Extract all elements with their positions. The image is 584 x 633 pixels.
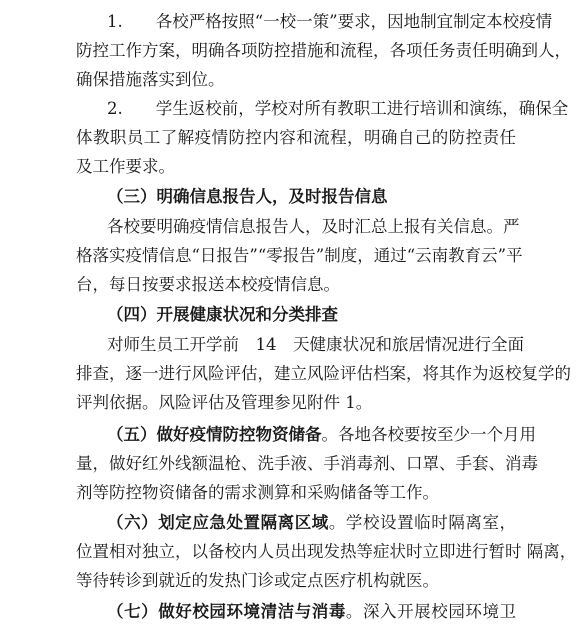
heading-text: （六）划定应急处置隔离区域	[107, 513, 329, 532]
text-line-6	[76, 156, 516, 178]
line-text: 1. 各校严格按照“一校一策”要求，因地制宜制定本校疫情	[107, 12, 553, 31]
line-text: 排查，逐一进行风险评估，建立风险评估档案，将其作为返校复学的	[76, 364, 571, 383]
line-text: 各校要明确疫情信息报告人，及时汇总上报有关信息。严	[107, 217, 520, 236]
line-text: 。学校设置临时隔离室，	[328, 513, 517, 532]
text-line-20	[76, 570, 516, 592]
text-line-12	[107, 334, 524, 356]
section-heading-5	[107, 424, 536, 446]
text-line-5	[76, 127, 516, 149]
line-text: 评判依据。风险评估及管理参见附件 1。	[76, 393, 373, 412]
line-text: 2. 学生返校前，学校对所有教职工进行培训和演练，确保全	[107, 99, 569, 118]
text-line-17	[76, 482, 516, 504]
text-line-19	[76, 541, 577, 563]
line-text: 格落实疫情信息“日报告”“零报告”制度，通过“云南教育云”平	[76, 246, 523, 265]
section-heading-7	[107, 601, 516, 623]
line-text: 位置相对独立，以备校内人员出现发热等症状时立即进行暂时 隔离，	[76, 542, 577, 561]
text-line-16	[76, 453, 538, 475]
line-text: 体教职员工了解疫情防控内容和流程，明确自己的防控责任	[76, 128, 516, 147]
line-text: 剂等防控物资储备的需求测算和采购储备等工作。	[76, 483, 439, 502]
line-text: 确保措施落实到位。	[76, 70, 225, 89]
line-text: 台，每日按要求报送本校疫情信息。	[76, 275, 340, 294]
text-line-3	[76, 69, 516, 91]
heading-text: （五）做好疫情防控物资储备	[107, 425, 322, 444]
text-line-9	[76, 245, 523, 267]
line-text: 及工作要求。	[76, 157, 175, 176]
text-line-8	[107, 216, 520, 238]
text-line-13	[76, 363, 571, 385]
line-text: 防控工作方案，明确各项防控措施和流程，各项任务责任明确到人，	[76, 41, 571, 60]
heading-text: （三）明确信息报告人，及时报告信息	[107, 187, 388, 206]
section-heading-6	[107, 512, 516, 534]
text-line-4	[107, 98, 569, 120]
section-heading-3	[107, 186, 516, 208]
section-heading-4	[107, 304, 516, 326]
line-text: 等待转诊到就近的发热门诊或定点医疗机构就医。	[76, 571, 439, 590]
line-text: 对师生员工开学前 14 天健康状况和旅居情况进行全面	[107, 335, 524, 354]
line-text: 。深入开展校园环境卫	[345, 602, 517, 621]
line-text: 。各地各校要按至少一个月用	[321, 425, 536, 444]
text-line-10	[76, 274, 516, 296]
heading-text: （四）开展健康状况和分类排查	[107, 305, 338, 324]
text-line-2	[76, 40, 571, 62]
text-line-1	[107, 11, 553, 33]
line-text: 量，做好红外线额温枪、洗手液、手消毒剂、口罩、手套、消毒	[76, 454, 538, 473]
text-line-14	[76, 392, 516, 414]
heading-text: （七）做好校园环境清洁与消毒	[107, 602, 346, 621]
